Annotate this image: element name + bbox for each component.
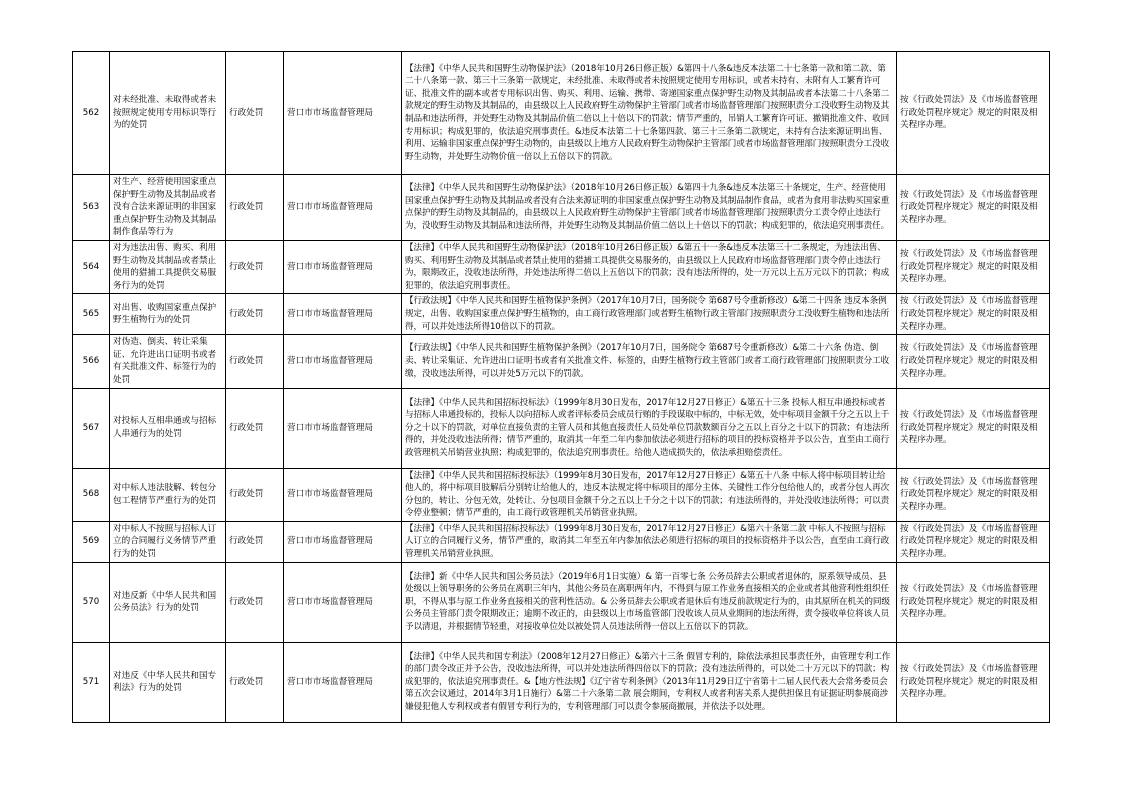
row-number: 563 — [73, 175, 110, 241]
table-row — [73, 642, 1050, 722]
procedure: 按《行政处罚法》及《市场监督管理行政处罚程序规定》规定的时限及相关程序办理。 — [897, 562, 1050, 642]
table-row — [73, 335, 1050, 388]
implementing-agency: 营口市市场监督管理局 — [284, 335, 402, 388]
legal-basis: 【行政法规】《中华人民共和国野生植物保护条例》（2017年10月7日，国务院令 第687号令重新修改）&第二十四条 违反本条例规定，出售、收购国家重点保护野生植物的，由工商行政管理部门或者野生植物行政主管部门按照职责分工没收野生植物和违法所得，可以并处违法所得10倍以下的罚款。 — [402, 294, 897, 335]
item-type: 行政处罚 — [226, 175, 284, 241]
row-number: 571 — [73, 642, 110, 722]
item-type: 行政处罚 — [226, 388, 284, 468]
item-name: 对生产、经营使用国家重点保护野生动物及其制品或者没有合法来源证明的非国家重点保护野生动物及其制品制作食品等行为 — [110, 175, 226, 241]
legal-basis: 【法律】《中华人民共和国野生动物保护法》（2018年10月26日修正版）&第四十八条&违反本法第二十七条第一款和第二款、第二十八条第一款、第三十三条第一款规定，未经批准、未取得或者未按照规定使用专用标识，或者未持有、未附有人工繁育许可证、批准文件的副本或者专用标识出售、购买、利用、运输、携带、寄递国家重点保护野生动物及其制品或者本法第二十八条第二款规定的野生动物及其制品的，由县级以上人民政府野生动物保护主管部门或者市场监督管理部门按照职责分工没收野生动物及其制品和违法所得，并处野生动物及其制品价值二倍以上十倍以下的罚款；情节严重的，吊销人工繁育许可证、撤销批准文件、收回专用标识；构成犯罪的，依法追究刑事责任。&违反本法第二十七条第四款、第三十三条第二款规定，未持有合法来源证明出售、利用、运输非国家重点保护野生动物的，由县级以上地方人民政府野生动物保护主管部门或者市场监督管理部门按照职责分工没收野生动物，并处野生动物价值一倍以上五倍以下的罚款。 — [402, 52, 897, 175]
item-type: 行政处罚 — [226, 468, 284, 521]
row-number: 565 — [73, 294, 110, 335]
row-number: 564 — [73, 240, 110, 293]
row-number: 570 — [73, 562, 110, 642]
item-name: 对违反《中华人民共和国专利法》行为的处罚 — [110, 642, 226, 722]
row-number: 568 — [73, 468, 110, 521]
table-row — [73, 294, 1050, 335]
item-type: 行政处罚 — [226, 52, 284, 175]
legal-basis: 【法律】《中华人民共和国专利法》（2008年12月27日修正）&第六十三条 假冒专利的，除依法承担民事责任外，由管理专利工作的部门责令改正并予公告，没收违法所得，可以并处违法所得四倍以下的罚款；没有违法所得的，可以处二十万元以下的罚款；构成犯罪的，依法追究刑事责任。&【地方性法规】《辽宁省专利条例》（2013年11月29日辽宁省第十二届人民代表大会常务委员会第五次会议通过，2014年3月1日施行）&第二十六条第二款 展会期间，专利权人或者利害关系人提供担保且有证据证明参展商涉嫌侵犯他人专利权或者有假冒专利行为的，专利管理部门可以责令参展商撤展，并依法予以处理。 — [402, 642, 897, 722]
table-row — [73, 521, 1050, 562]
item-name: 对中标人不按照与招标人订立的合同履行义务情节严重行为的处罚 — [110, 521, 226, 562]
table-row — [73, 388, 1050, 468]
item-type: 行政处罚 — [226, 335, 284, 388]
legal-basis: 【法律】《中华人民共和国野生动物保护法》（2018年10月26日修正版）&第五十一条&违反本法第三十二条规定，为违法出售、购买、利用野生动物及其制品或者禁止使用的猎捕工具提供交易服务的，由县级以上人民政府市场监督管理部门责令停止违法行为，限期改正，没收违法所得，并处违法所得二倍以上五倍以下的罚款；没有违法所得的，处一万元以上五万元以下的罚款；构成犯罪的，依法追究刑事责任。 — [402, 240, 897, 293]
item-name: 对中标人违法肢解、转包分包工程情节严重行为的处罚 — [110, 468, 226, 521]
table-row — [73, 240, 1050, 293]
row-number: 567 — [73, 388, 110, 468]
table-row — [73, 562, 1050, 642]
implementing-agency: 营口市市场监督管理局 — [284, 52, 402, 175]
item-type: 行政处罚 — [226, 294, 284, 335]
implementing-agency: 营口市市场监督管理局 — [284, 642, 402, 722]
implementing-agency: 营口市市场监督管理局 — [284, 240, 402, 293]
item-name: 对未经批准、未取得或者未按照规定使用专用标识等行为的处罚 — [110, 52, 226, 175]
procedure: 按《行政处罚法》及《市场监督管理行政处罚程序规定》规定的时限及相关程序办理。 — [897, 52, 1050, 175]
row-number: 562 — [73, 52, 110, 175]
table-row — [73, 468, 1050, 521]
procedure: 按《行政处罚法》及《市场监督管理行政处罚程序规定》规定的时限及相关程序办理。 — [897, 335, 1050, 388]
item-type: 行政处罚 — [226, 521, 284, 562]
item-type: 行政处罚 — [226, 562, 284, 642]
legal-basis: 【法律】《中华人民共和国招标投标法》（1999年8月30日发布，2017年12月27日修正）&第五十三条 投标人相互串通投标或者与招标人串通投标的，投标人以向招标人或者评标委员会成员行贿的手段谋取中标的，中标无效，处中标项目金额千分之五以上千分之十以下的罚款，对单位直接负责的主管人员和其他直接责任人员处单位罚款数额百分之五以上百分之十以下的罚款；有违法所得的，并处没收违法所得；情节严重的，取消其一年至二年内参加依法必须进行招标的项目的投标资格并予以公告，直至由工商行政管理机关吊销营业执照；构成犯罪的，依法追究刑事责任。给他人造成损失的，依法承担赔偿责任。 — [402, 388, 897, 468]
item-type: 行政处罚 — [226, 642, 284, 722]
legal-basis: 【法律】《中华人民共和国野生动物保护法》（2018年10月26日修正版）&第四十九条&违反本法第三十条规定，生产、经营使用国家重点保护野生动物及其制品或者没有合法来源证明的非国家重点保护野生动物及其制品制作食品，或者为食用非法购买国家重点保护的野生动物及其制品的，由县级以上人民政府野生动物保护主管部门或者市场监督管理部门按照职责分工责令停止违法行为，没收野生动物及其制品和违法所得，并处野生动物及其制品价值二倍以上十倍以下的罚款；构成犯罪的，依法追究刑事责任。 — [402, 175, 897, 241]
legal-basis: 【法律】《中华人民共和国招标投标法》（1999年8月30日发布，2017年12月27日修正）&第五十八条 中标人将中标项目转让给他人的，将中标项目肢解后分别转让给他人的，违反本法规定将中标项目的部分主体、关键性工作分包给他人的，或者分包人再次分包的，转让、分包无效，处转让、分包项目金额千分之五以上千分之十以下的罚款；有违法所得的，并处没收违法所得；可以责令停业整顿；情节严重的，由工商行政管理机关吊销营业执照。 — [402, 468, 897, 521]
table-row — [73, 175, 1050, 241]
item-type: 行政处罚 — [226, 240, 284, 293]
item-name: 对出售、收购国家重点保护野生植物行为的处罚 — [110, 294, 226, 335]
procedure: 按《行政处罚法》及《市场监督管理行政处罚程序规定》规定的时限及相关程序办理。 — [897, 642, 1050, 722]
procedure: 按《行政处罚法》及《市场监督管理行政处罚程序规定》规定的时限及相关程序办理。 — [897, 175, 1050, 241]
procedure: 按《行政处罚法》及《市场监督管理行政处罚程序规定》规定的时限及相关程序办理。 — [897, 388, 1050, 468]
procedure: 按《行政处罚法》及《市场监督管理行政处罚程序规定》规定的时限及相关程序办理。 — [897, 294, 1050, 335]
procedure: 按《行政处罚法》及《市场监督管理行政处罚程序规定》规定的时限及相关程序办理。 — [897, 240, 1050, 293]
legal-basis: 【法律】新《中华人民共和国公务员法》（2019年6月1日实施）& 第一百零七条 公务员辞去公职或者退休的，原系领导成员、县处级以上领导职务的公务员在离职三年内，其他公务员在离职两年内，不得到与原工作业务直接相关的企业或者其他营利性组织任职，不得从事与原工作业务直接相关的营利性活动。& 公务员辞去公职或者退休后有违反前款规定行为的，由其原所在机关的同级公务员主管部门责令限期改正；逾期不改正的，由县级以上市场监管部门没收该人员从业期间的违法所得，责令接收单位将该人员予以清退，并根据情节轻重，对接收单位处以被处罚人员违法所得一倍以上五倍以下的罚款。 — [402, 562, 897, 642]
implementing-agency: 营口市市场监督管理局 — [284, 468, 402, 521]
power-list-table — [72, 51, 1050, 723]
procedure: 按《行政处罚法》及《市场监督管理行政处罚程序规定》规定的时限及相关程序办理。 — [897, 468, 1050, 521]
row-number: 566 — [73, 335, 110, 388]
row-number: 569 — [73, 521, 110, 562]
legal-basis: 【行政法规】《中华人民共和国野生植物保护条例》（2017年10月7日，国务院令 第687号令重新修改）&第二十六条 伪造、倒卖、转让采集证、允许进出口证明书或者有关批准文件、标签的，由野生植物行政主管部门或者工商行政管理部门按照职责分工收缴，没收违法所得，可以并处5万元以下的罚款。 — [402, 335, 897, 388]
procedure: 按《行政处罚法》及《市场监督管理行政处罚程序规定》规定的时限及相关程序办理。 — [897, 521, 1050, 562]
table-row — [73, 52, 1050, 175]
item-name: 对投标人互相串通或与招标人串通行为的处罚 — [110, 388, 226, 468]
implementing-agency: 营口市市场监督管理局 — [284, 521, 402, 562]
item-name: 对违反新《中华人民共和国公务员法》行为的处罚 — [110, 562, 226, 642]
implementing-agency: 营口市市场监督管理局 — [284, 175, 402, 241]
implementing-agency: 营口市市场监督管理局 — [284, 388, 402, 468]
item-name: 对为违法出售、购买、利用野生动物及其制品或者禁止使用的猎捕工具提供交易服务行为的处罚 — [110, 240, 226, 293]
implementing-agency: 营口市市场监督管理局 — [284, 562, 402, 642]
implementing-agency: 营口市市场监督管理局 — [284, 294, 402, 335]
legal-basis: 【法律】《中华人民共和国招标投标法》（1999年8月30日发布，2017年12月27日修正）&第六十条第二款 中标人不按照与招标人订立的合同履行义务，情节严重的，取消其二年至五年内参加依法必须进行招标的项目的投标资格并予以公告，直至由工商行政管理机关吊销营业执照。 — [402, 521, 897, 562]
item-name: 对伪造、倒卖、转让采集证、允许进出口证明书或者有关批准文件、标签行为的处罚 — [110, 335, 226, 388]
